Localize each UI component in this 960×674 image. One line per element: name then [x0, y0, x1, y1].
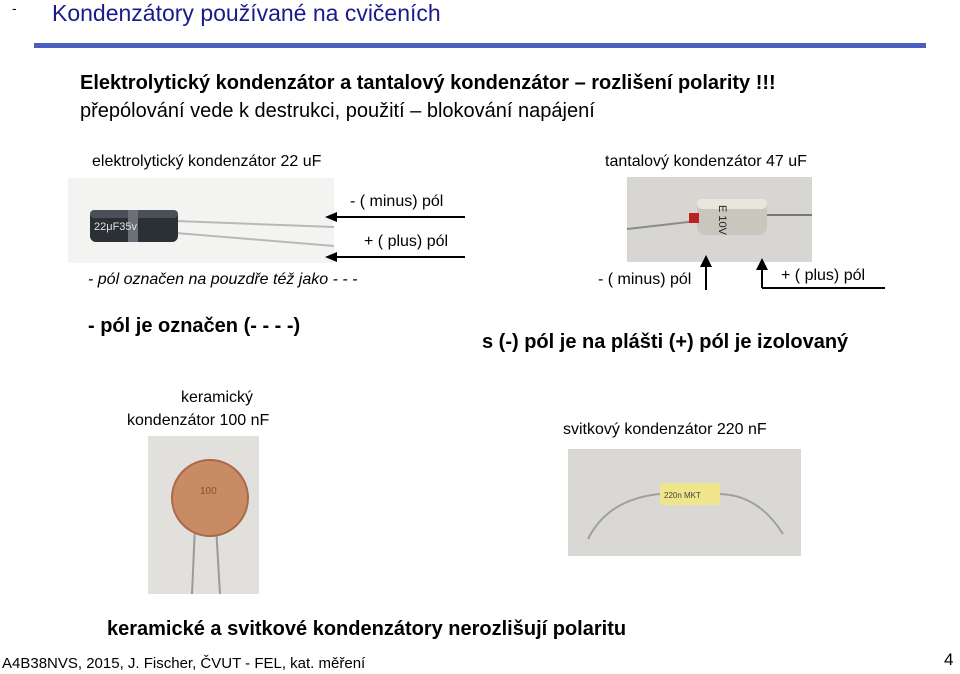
- tantalum-minus-label: - ( minus) pól: [598, 271, 692, 288]
- conclusion-text: keramické a svitkové kondenzátory nerozlišují polaritu: [107, 618, 627, 640]
- svg-text:22μF35v: 22μF35v: [94, 221, 138, 233]
- electrolytic-plus-arrow: [325, 252, 465, 262]
- title-underline: [34, 43, 926, 48]
- heading-line-1: Elektrolytický kondenzátor a tantalový kondenzátor – rozlišení polarity !!!: [80, 72, 776, 94]
- tantalum-capacitor-photo: [627, 177, 812, 262]
- electrolytic-marking-note: - pól označen na pouzdře též jako - - -: [88, 271, 358, 288]
- ceramic-caption-line-2: kondenzátor 100 nF: [127, 412, 270, 429]
- electrolytic-caption: elektrolytický kondenzátor 22 uF: [92, 153, 322, 170]
- ceramic-caption-line-1: keramický: [180, 389, 253, 406]
- tantalum-minus-arrow: [696, 255, 716, 290]
- electrolytic-minus-marked: - pól je označen (- - - -): [88, 315, 301, 337]
- svg-text:E 10V: E 10V: [716, 205, 728, 235]
- title-bullet: -: [12, 0, 17, 16]
- slide-title: Kondenzátory používané na cvičeních: [52, 0, 441, 26]
- page-number: 4: [944, 650, 954, 669]
- film-capacitor-photo: [568, 449, 801, 556]
- heading-line-2: přepólování vede k destrukci, použití – blokování napájení: [80, 100, 595, 122]
- svg-text:100: 100: [200, 486, 217, 497]
- film-caption: svitkový kondenzátor 220 nF: [563, 421, 767, 438]
- tantalum-caption: tantalový kondenzátor 47 uF: [605, 153, 807, 170]
- svg-text:220n MKT: 220n MKT: [664, 491, 701, 500]
- footer-credit: A4B38NVS, 2015, J. Fischer, ČVUT - FEL, kat. měření: [2, 655, 366, 672]
- electrolytic-capacitor-photo: [68, 178, 334, 263]
- tantalum-plus-arrow: [750, 258, 890, 298]
- tantalum-polarity-note: s (-) pól je na plášti (+) pól je izolovaný: [482, 331, 849, 353]
- ceramic-capacitor-photo: [148, 436, 259, 594]
- tantalum-plus-label: + ( plus) pól: [781, 267, 866, 284]
- electrolytic-minus-label: - ( minus) pól: [350, 193, 444, 210]
- electrolytic-minus-arrow: [325, 212, 465, 222]
- electrolytic-plus-label: + ( plus) pól: [364, 233, 449, 250]
